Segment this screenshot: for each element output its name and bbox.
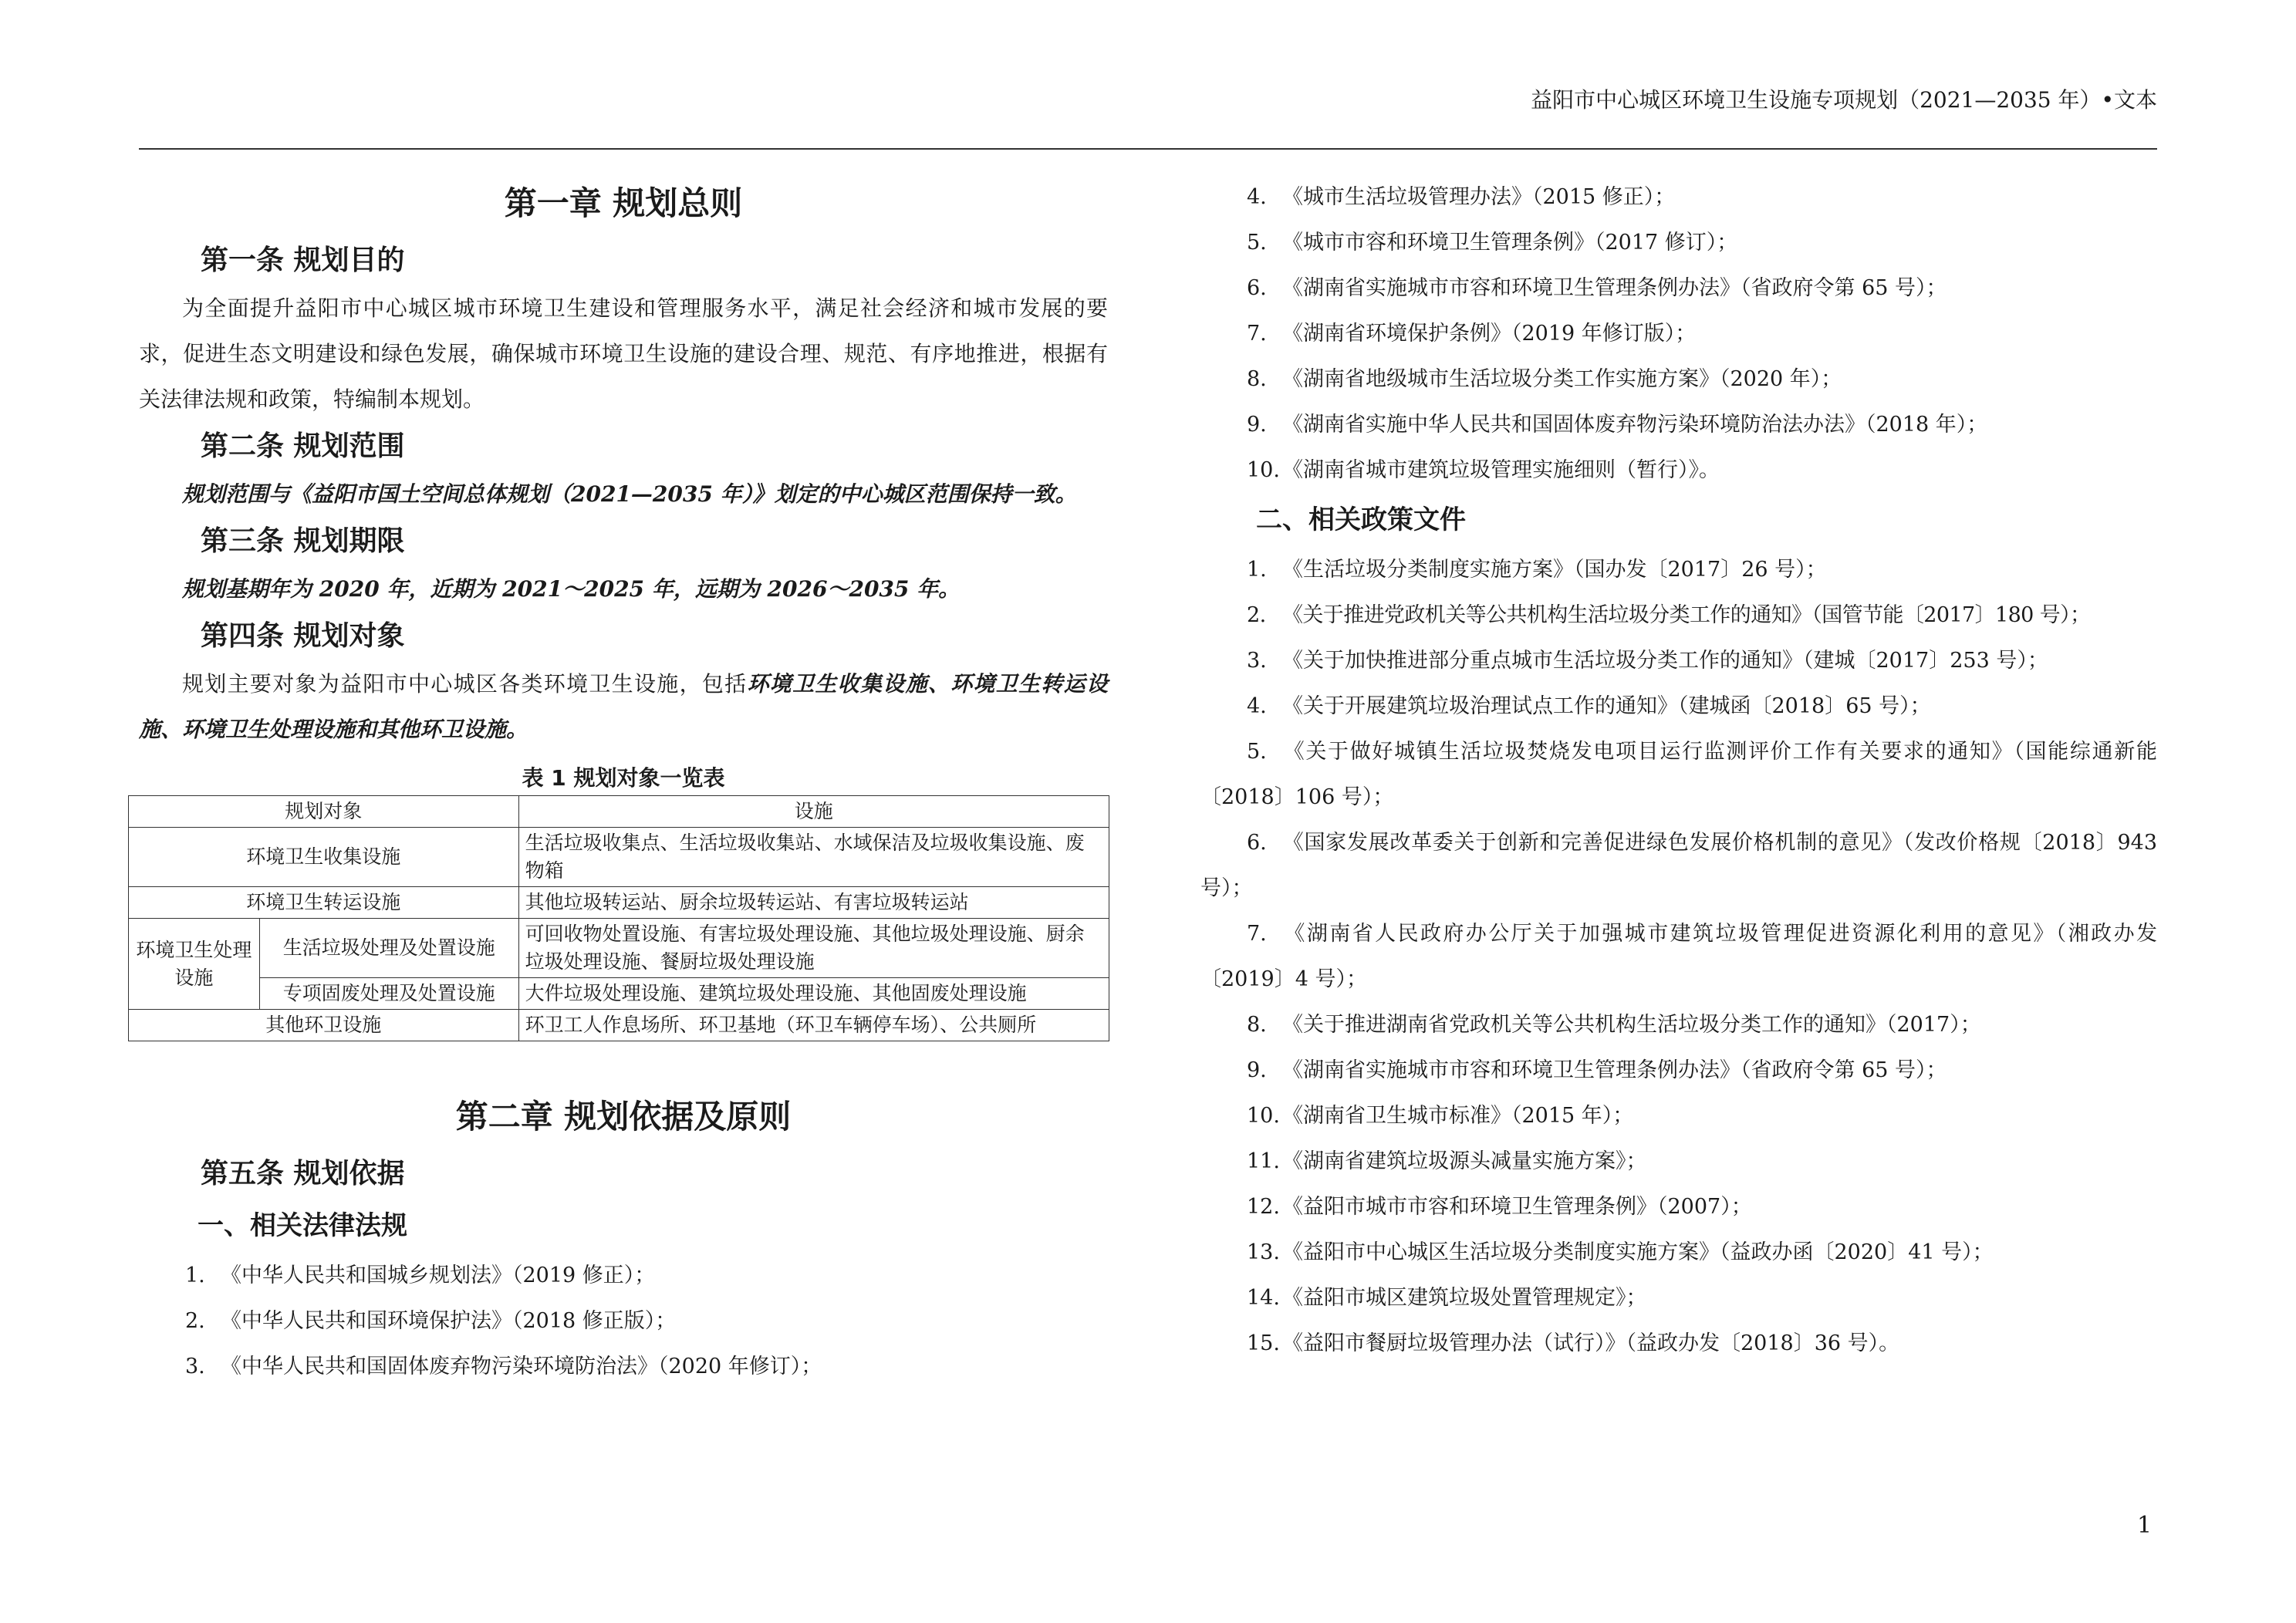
list-item-text: 《关于做好城镇生活垃圾焚烧发电项目运行监测评价工作有关要求的通知》（国能综通新能〔2018〕106 号）；: [1200, 740, 2157, 809]
list-item-number: 2.: [185, 1309, 205, 1333]
list-item: [139, 1298, 1108, 1344]
article-4-title: 第四条 规划对象: [201, 620, 405, 652]
section-laws-title: 一、相关法律法规: [198, 1210, 407, 1241]
list-item-number: 2.: [1247, 603, 1266, 627]
list-item-text: 《生活垃圾分类制度实施方案》（国办发〔2017〕26 号）；: [1282, 558, 1827, 582]
table-header-object: 规划对象: [129, 796, 519, 828]
table-cell-facilities: 环卫工人作息场所、环卫基地（环卫车辆停车场）、公共厕所: [518, 1010, 1109, 1041]
list-item: [1200, 638, 2157, 683]
list-item: [1200, 265, 2157, 311]
table-cell-object: 其他环卫设施: [129, 1010, 519, 1041]
list-item: [1200, 547, 2157, 592]
list-item-text: 《关于推进湖南省党政机关等公共机构生活垃圾分类工作的通知》（2017）；: [1282, 1013, 1981, 1037]
list-item-text: 《湖南省实施城市市容和环境卫生管理条例办法》（省政府令第 65 号）；: [1282, 1058, 1947, 1082]
chapter-2-title: 第二章 规划依据及原则: [455, 1098, 792, 1135]
table-cell-object: 专项固废处理及处置设施: [259, 978, 518, 1010]
table-row: [129, 887, 1109, 919]
list-item-number: 9.: [1247, 413, 1267, 437]
list-item: [139, 1344, 1108, 1389]
table-cell-facilities: 可回收物处置设施、有害垃圾处理设施、其他垃圾处理设施、厨余垃圾处理设施、餐厨垃圾处理设施: [518, 919, 1109, 978]
list-item-text: 《益阳市城市市容和环境卫生管理条例》（2007）；: [1282, 1195, 1752, 1219]
table-cell-facilities: 大件垃圾处理设施、建筑垃圾处理设施、其他固废处理设施: [518, 978, 1109, 1010]
list-item: [1200, 1230, 2157, 1275]
table-header-facilities: 设施: [518, 796, 1109, 828]
list-item-text: 《湖南省环境保护条例》（2019 年修订版）；: [1282, 322, 1697, 346]
list-item-text: 《湖南省城市建筑垃圾管理实施细则（暂行）》。: [1282, 458, 1720, 482]
list-item-text: 《关于加快推进部分重点城市生活垃圾分类工作的通知》（建城〔2017〕253 号）；: [1282, 649, 2048, 673]
list-item-number: 11.: [1247, 1149, 1280, 1173]
list-item: [1200, 1093, 2157, 1139]
table-cell-object: 环境卫生收集设施: [129, 828, 519, 887]
document-title: 益阳市中心城区环境卫生设施专项规划（2021—2035 年）•文本: [1531, 87, 2157, 113]
list-item-text: 《益阳市城区建筑垃圾处置管理规定》；: [1282, 1286, 1647, 1310]
list-item-text: 《湖南省卫生城市标准》（2015 年）；: [1282, 1104, 1634, 1128]
article-2-title: 第二条 规划范围: [201, 430, 405, 462]
table-cell-object: 生活垃圾处理及处置设施: [259, 919, 518, 978]
table-row: [129, 828, 1109, 887]
list-item-text: 《关于开展建筑垃圾治理试点工作的通知》（建城函〔2018〕65 号）；: [1282, 694, 1931, 718]
list-item-text: 《国家发展改革委关于创新和完善促进绿色发展价格机制的意见》（发改价格规〔2018〕943 号）；: [1200, 831, 2157, 900]
list-item-number: 3.: [1247, 649, 1267, 673]
right-column: [1200, 174, 2157, 1366]
list-item-text: 《中华人民共和国环境保护法》（2018 修正版）；: [221, 1309, 677, 1333]
list-item-text: 《湖南省人民政府办公厅关于加强城市建筑垃圾管理促进资源化利用的意见》（湘政办发〔2019〕4 号）；: [1200, 922, 2157, 991]
list-item: [1200, 911, 2157, 1002]
list-item: [1200, 1002, 2157, 1048]
list-item: [1200, 447, 2157, 493]
list-item-text: 《湖南省建筑垃圾源头减量实施方案》；: [1282, 1149, 1647, 1173]
table-row: [129, 1010, 1109, 1041]
list-item-number: 7.: [1247, 322, 1267, 346]
list-item: [1200, 820, 2157, 911]
policies-list: [1200, 547, 2157, 1366]
left-column: [136, 171, 1108, 1389]
list-item-number: 6.: [1247, 276, 1267, 300]
list-item-number: 10.: [1247, 1104, 1280, 1128]
list-item-text: 《关于推进党政机关等公共机构生活垃圾分类工作的通知》（国管节能〔2017〕180 号）；: [1282, 603, 2091, 627]
chapter-1-title: 第一章 规划总则: [504, 184, 743, 222]
table-cell-facilities: 其他垃圾转运站、厨余垃圾转运站、有害垃圾转运站: [518, 887, 1109, 919]
list-item-number: 10.: [1247, 458, 1280, 482]
article-4-text-emphasis: 环境卫生收集设施、环境卫生转运设施、环境卫生处理设施和其他环卫设施。: [139, 671, 1108, 742]
list-item-text: 《益阳市餐厨垃圾管理办法（试行）》（益政办发〔2018〕36 号）。: [1282, 1331, 1900, 1355]
list-item-number: 7.: [1247, 922, 1267, 946]
table-cell-group: 环境卫生处理设施: [129, 919, 260, 1010]
list-item-number: 13.: [1247, 1240, 1280, 1264]
article-2-text: 规划范围与《益阳市国土空间总体规划（2021—2035 年）》划定的中心城区范围保持一致。: [182, 481, 1077, 507]
list-item: [1200, 402, 2157, 447]
article-1-text: 为全面提升益阳市中心城区城市环境卫生建设和管理服务水平，满足社会经济和城市发展的要求，促进生态文明建设和绿色发展，确保城市环境卫生设施的建设合理、规范、有序地推进，根据有关法律法规和政策，特编制本规划。: [139, 295, 1108, 412]
article-4-text: [139, 661, 1108, 752]
list-item: [1200, 729, 2157, 820]
list-item-number: 6.: [1247, 831, 1267, 855]
list-item: [1200, 683, 2157, 729]
table-header-row: [129, 796, 1109, 828]
list-item: [1200, 174, 2157, 220]
table-row: [129, 978, 1109, 1010]
list-item-number: 12.: [1247, 1195, 1280, 1219]
article-3-text: 规划基期年为 2020 年，近期为 2021～2025 年，远期为 2026～2035 年。: [182, 576, 961, 602]
table-cell-object: 环境卫生转运设施: [129, 887, 519, 919]
page-number: 1: [2137, 1512, 2152, 1539]
list-item-number: 1.: [185, 1264, 205, 1287]
list-item-text: 《中华人民共和国固体废弃物污染环境防治法》（2020 年修订）；: [221, 1355, 822, 1378]
list-item: [1200, 311, 2157, 356]
article-1-title: 第一条 规划目的: [201, 245, 405, 276]
list-item-text: 《益阳市中心城区生活垃圾分类制度实施方案》（益政办函〔2020〕41 号）；: [1282, 1240, 1994, 1264]
list-item-number: 5.: [1247, 231, 1267, 255]
list-item-number: 15.: [1247, 1331, 1280, 1355]
section-policies-title: 二、相关政策文件: [1256, 504, 1466, 535]
list-item-number: 5.: [1247, 740, 1267, 764]
list-item-number: 9.: [1247, 1058, 1267, 1082]
table-cell-facilities: 生活垃圾收集点、生活垃圾收集站、水域保洁及垃圾收集设施、废物箱: [518, 828, 1109, 887]
list-item: [1200, 592, 2157, 638]
table-row: [129, 919, 1109, 978]
list-item-text: 《湖南省地级城市生活垃圾分类工作实施方案》（2020 年）；: [1282, 367, 1842, 391]
list-item-number: 1.: [1247, 558, 1267, 582]
list-item-text: 《湖南省实施城市市容和环境卫生管理条例办法》（省政府令第 65 号）；: [1282, 276, 1947, 300]
plan-object-table: [128, 795, 1109, 1041]
list-item-text: 《中华人民共和国城乡规划法》（2019 修正）；: [221, 1264, 656, 1287]
article-5-title: 第五条 规划依据: [201, 1158, 405, 1189]
list-item: [139, 1253, 1108, 1298]
list-item: [1200, 1184, 2157, 1230]
list-item-text: 《城市市容和环境卫生管理条例》（2017 修订）；: [1282, 231, 1738, 255]
laws-list-right: [1200, 174, 2157, 493]
page-header: [139, 77, 2157, 150]
list-item-number: 8.: [1247, 1013, 1267, 1037]
table-caption: 表 1 规划对象一览表: [522, 765, 725, 791]
list-item-number: 4.: [1247, 185, 1267, 209]
article-4-text-prefix: 规划主要对象为益阳市中心城区各类环境卫生设施，包括: [182, 671, 748, 697]
list-item: [1200, 356, 2157, 402]
list-item-number: 14.: [1247, 1286, 1280, 1310]
list-item: [1200, 1275, 2157, 1321]
list-item: [1200, 1139, 2157, 1184]
list-item-number: 3.: [185, 1355, 205, 1378]
article-3-title: 第三条 规划期限: [201, 525, 405, 557]
list-item: [1200, 220, 2157, 265]
list-item: [1200, 1048, 2157, 1093]
list-item-number: 8.: [1247, 367, 1267, 391]
list-item-text: 《湖南省实施中华人民共和国固体废弃物污染环境防治法办法》（2018 年）；: [1282, 413, 1988, 437]
list-item: [1200, 1321, 2157, 1366]
list-item-number: 4.: [1247, 694, 1267, 718]
laws-list-left: [139, 1253, 1108, 1389]
list-item-text: 《城市生活垃圾管理办法》（2015 修正）；: [1282, 185, 1676, 209]
